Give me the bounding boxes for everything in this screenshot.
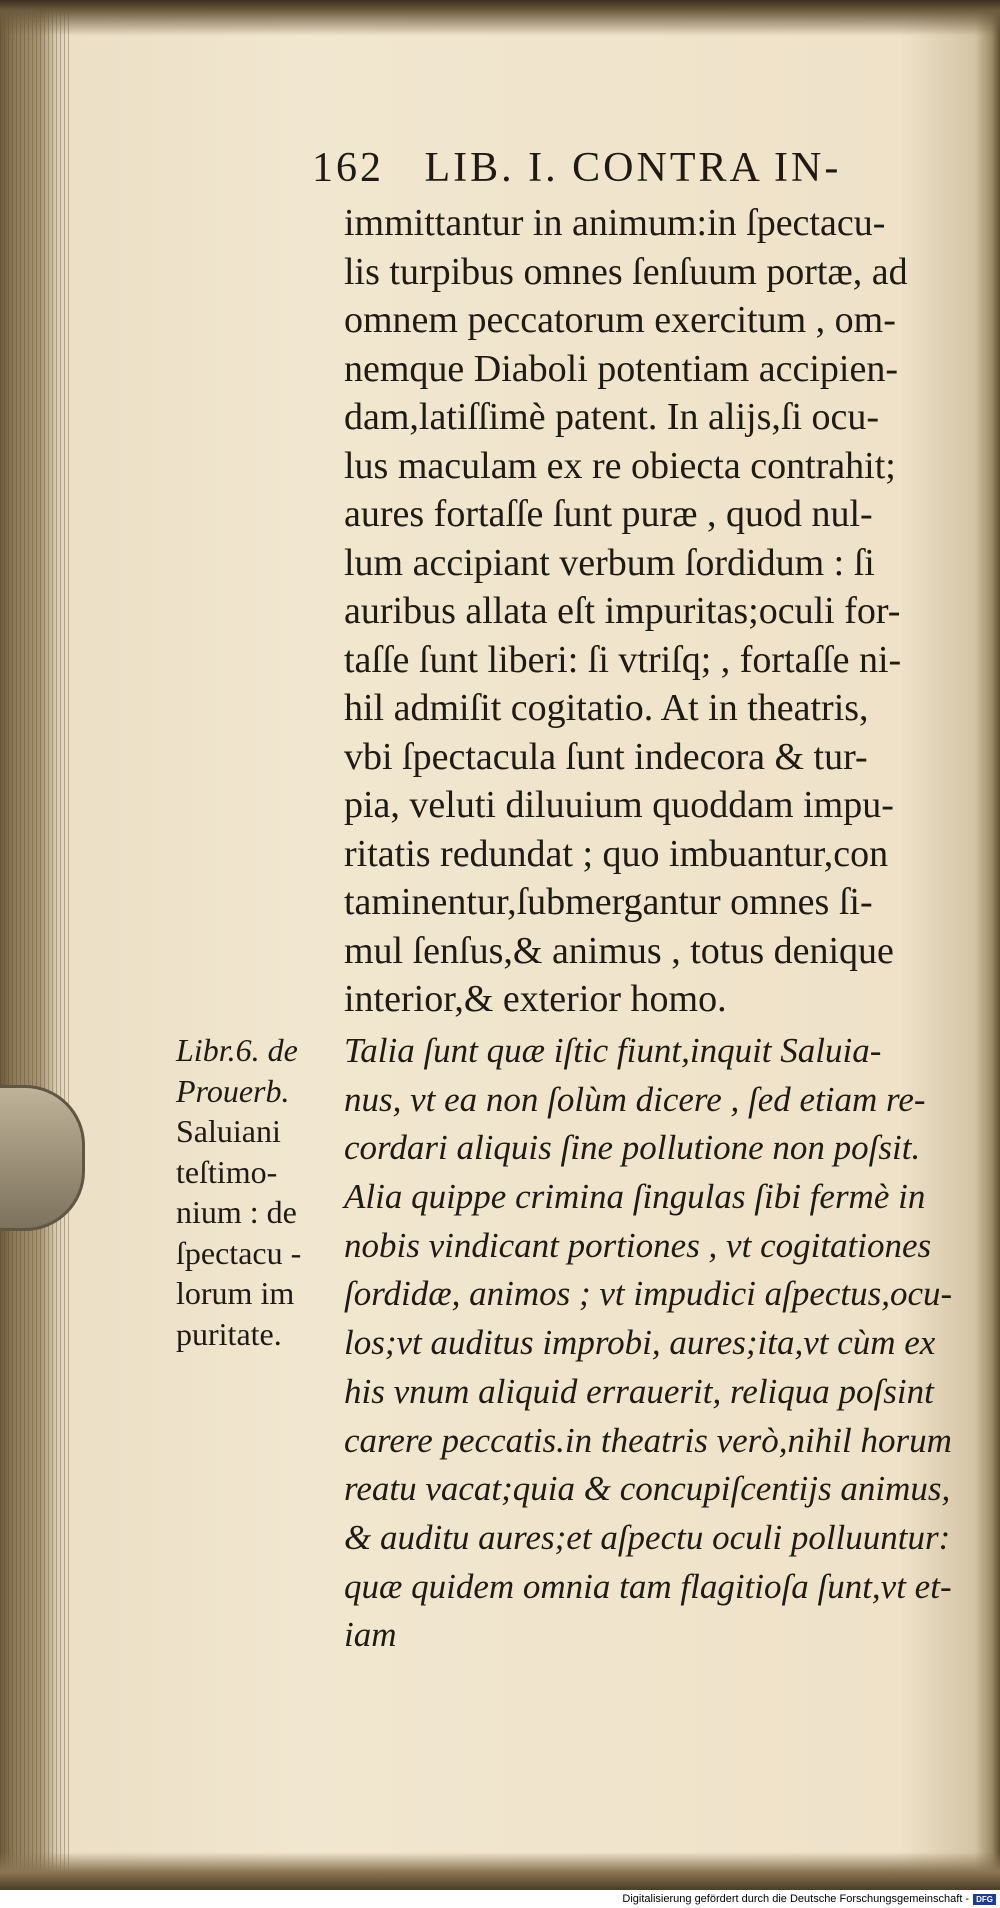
text-line: taſſe ſunt liberi: ſi vtriſq; , fortaſſe ni- — [344, 638, 902, 681]
margin-note-line: ſpectacu - — [176, 1234, 302, 1271]
book-page — [64, 24, 984, 1860]
text-line: dam,latiſſimè patent. In alijs,ſi ocu- — [344, 396, 880, 438]
text-line: lum accipiant verbum ſordidum : ſi — [344, 541, 875, 584]
text-line: lis turpibus omnes ſenſuum portæ, ad — [344, 250, 908, 293]
book-page-edges — [0, 0, 70, 1890]
quotation-line: nus, vt ea non ſolùm dicere , ſed etiam re- — [344, 1079, 926, 1119]
text-line: mul ſenſus,& animus , totus denique — [344, 929, 894, 972]
text-line: lus maculam ex re obiecta contrahit; — [344, 444, 896, 487]
text-line: immittantur in animum:in ſpectacu- — [344, 202, 886, 244]
quotation-line: & auditu aures;et aſpectu oculi polluuntur: — [344, 1517, 951, 1557]
quotation-line: ſordidæ, animos ; vt impudici aſpectus,ocu- — [344, 1274, 953, 1314]
quotation-line: nobis vindicant portiones , vt cogitationes — [344, 1225, 932, 1265]
text-line: taminentur,ſubmergantur omnes ſi- — [344, 881, 873, 923]
running-title: LIB. I. CONTRA IN- — [424, 145, 842, 191]
text-line: ritatis redundat ; quo imbuantur,con — [344, 832, 889, 875]
text-line: nemque Diaboli potentiam accipien- — [344, 347, 898, 390]
margin-note-line: puritate. — [176, 1315, 282, 1352]
quotation-block — [344, 1027, 1000, 1660]
margin-note-line: teſtimo- — [176, 1153, 278, 1190]
digitization-footer — [0, 1890, 1000, 1908]
main-text-block — [344, 199, 1000, 1024]
text-line: aures fortaſſe ſunt puræ , quod nul- — [344, 493, 873, 535]
running-head — [312, 144, 992, 192]
text-line: hil admiſit cogitatio. At in theatris, — [344, 687, 869, 729]
quotation-line: carere peccatis.in theatris verò,nihil horum — [344, 1420, 952, 1460]
margin-note-line: Libr.6. de — [176, 1032, 298, 1068]
margin-note-line: Prouerb. — [176, 1072, 290, 1109]
dfg-logo: DFG — [973, 1894, 996, 1905]
quotation-line: his vnum aliquid errauerit, reliqua poſsint — [344, 1371, 934, 1411]
quotation-line: cordari aliquis ſine pollutione non poſsit. — [344, 1128, 921, 1168]
margin-note-line: Saluiani — [176, 1113, 281, 1149]
quotation-line: quæ quidem omnia tam flagitioſa ſunt,vt et- — [344, 1566, 952, 1606]
quotation-line: iam — [344, 1615, 397, 1655]
quotation-line: Talia ſunt quæ iſtic fiunt,inquit Saluia- — [344, 1031, 882, 1070]
margin-note-line: nium : de — [176, 1194, 297, 1230]
text-line: interior,& exterior homo. — [344, 978, 727, 1020]
text-line: pia, veluti diluuium quoddam impu- — [344, 784, 894, 826]
footer-text: Digitalisierung gefördert durch die Deutsche Forschungsgemeinschaft - — [622, 1893, 970, 1905]
text-line: vbi ſpectacula ſunt indecora & tur- — [344, 735, 868, 778]
text-line: auribus allata eſt impuritas;oculi for- — [344, 590, 901, 632]
text-line: omnem peccatorum exercitum , om- — [344, 299, 896, 341]
margin-note-line: lorum im — [176, 1275, 295, 1311]
quotation-line: los;vt auditus improbi, aures;ita,vt cùm ex — [344, 1323, 936, 1363]
page-number: 162 — [312, 145, 384, 191]
quotation-line: reatu vacat;quia & concupiſcentijs animus, — [344, 1469, 951, 1509]
quotation-line: Alia quippe crimina ſingulas ſibi fermè in — [344, 1177, 926, 1217]
